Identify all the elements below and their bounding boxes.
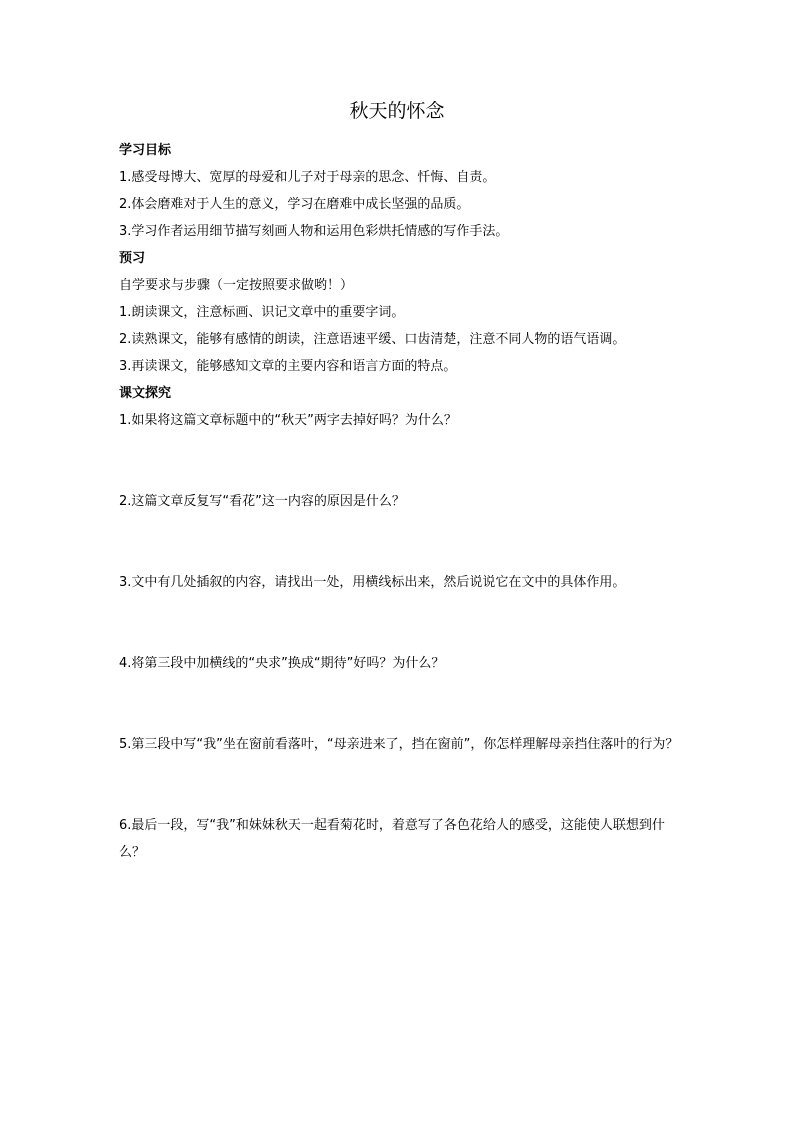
objective-item: 1.感受母博大、宽厚的母爱和儿子对于母亲的思念、忏悔、自责。 xyxy=(119,170,496,185)
question-item xyxy=(119,812,679,866)
answer-space xyxy=(119,758,679,812)
preview-intro: 自学要求与步骤（一定按照要求做哟！） xyxy=(119,278,354,293)
section-heading-objectives: 学习目标 xyxy=(119,143,172,158)
answer-space xyxy=(119,596,679,650)
question-item xyxy=(119,569,679,650)
answer-space xyxy=(119,434,679,488)
question-text: 2.这篇文章反复写“看花”这一内容的原因是什么？ xyxy=(119,494,405,509)
objective-item: 3.学习作者运用细节描写刻画人物和运用色彩烘托情感的写作手法。 xyxy=(119,224,509,239)
question-text: 6.最后一段，写“我”和妹妹秋天一起看菊花时，着意写了各色花给人的感受，这能使人联想到什么？ xyxy=(119,818,665,860)
page-title: 秋天的怀念 xyxy=(349,100,445,122)
question-text: 3.文中有几处插叙的内容，请找出一处，用横线标出来，然后说说它在文中的具体作用。 xyxy=(119,575,626,590)
section-heading-preview: 预习 xyxy=(119,251,146,266)
question-item xyxy=(119,407,679,488)
answer-space xyxy=(119,515,679,569)
question-text: 5.第三段中写“我”坐在窗前看落叶，“母亲进来了，挡在窗前”，你怎样理解母亲挡住落叶的行为？ xyxy=(119,737,679,752)
question-item xyxy=(119,488,679,569)
preview-item: 1.朗读课文，注意标画、识记文章中的重要字词。 xyxy=(119,305,405,320)
objective-item: 2.体会磨难对于人生的意义，学习在磨难中成长坚强的品质。 xyxy=(119,197,470,212)
question-item xyxy=(119,650,679,731)
question-item xyxy=(119,731,679,812)
question-text: 1.如果将这篇文章标题中的“秋天”两字去掉好吗？为什么？ xyxy=(119,413,457,428)
answer-space xyxy=(119,677,679,731)
question-text: 4.将第三段中加横线的“央求”换成“期待”好吗？为什么？ xyxy=(119,656,445,671)
document-body xyxy=(119,137,679,866)
preview-item: 3.再读课文，能够感知文章的主要内容和语言方面的特点。 xyxy=(119,359,457,374)
section-heading-exploration: 课文探究 xyxy=(119,386,172,401)
preview-item: 2.读熟课文，能够有感情的朗读，注意语速平缓、口齿清楚，注意不同人物的语气语调。 xyxy=(119,332,626,347)
